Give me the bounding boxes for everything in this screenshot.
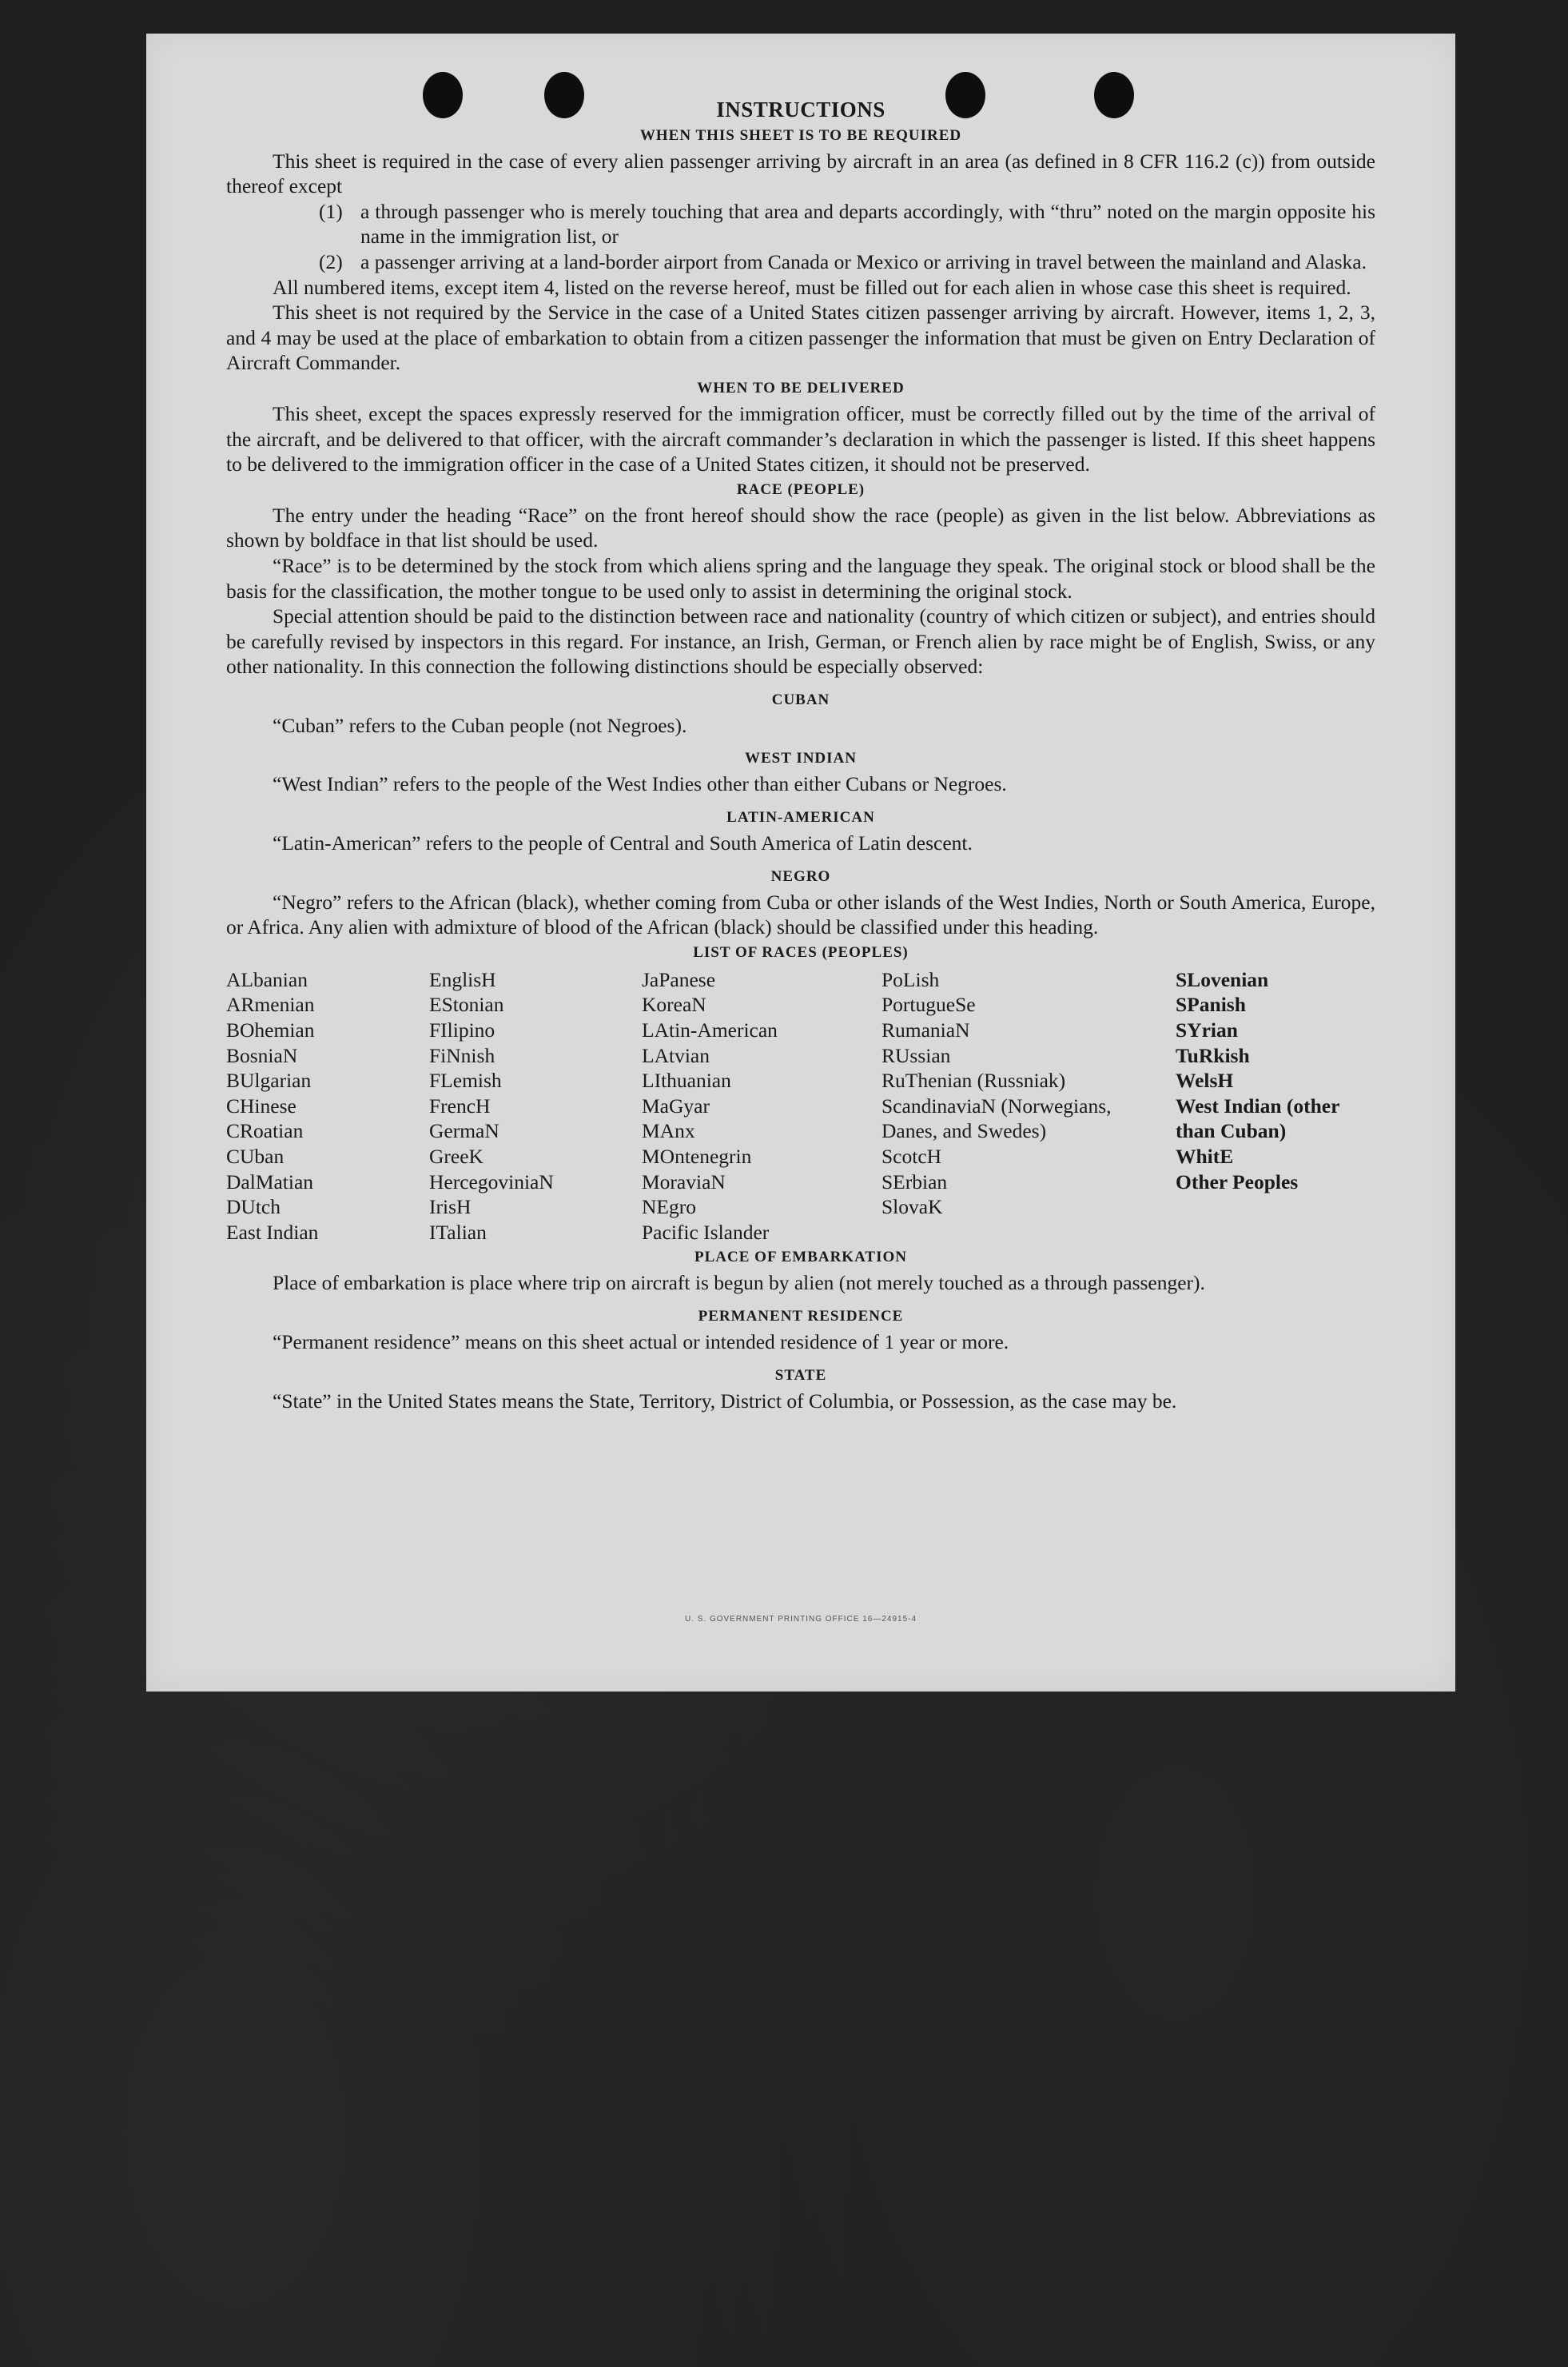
instructions-content (226, 98, 1375, 1413)
race-entry: PoLish (882, 967, 940, 991)
race-entry: DalMatian (226, 1170, 314, 1193)
race-entry: BosniaN (226, 1043, 298, 1067)
race-entry: MAnx (642, 1119, 695, 1143)
race-entry: BOhemian (226, 1018, 315, 1042)
race-entry: GreeK (429, 1145, 484, 1168)
races-list (226, 967, 1375, 1245)
race-entry: SLovenian (1176, 967, 1269, 991)
race-entry: West Indian (other than Cuban) (1176, 1094, 1339, 1143)
race-entry: FLemish (429, 1069, 502, 1093)
section-heading: LATIN-AMERICAN (726, 809, 875, 827)
races-column (882, 967, 1176, 1245)
section-heading: WEST INDIAN (745, 750, 857, 767)
race-entry: MOntenegrin (642, 1145, 752, 1168)
section-heading: RACE (PEOPLE) (736, 480, 866, 498)
paragraph: All numbered items, except item 4, listed on the reverse hereof, must be filled out for each alien in whose case this sheet is required. (273, 275, 1351, 299)
race-entry: Other Peoples (1176, 1170, 1299, 1193)
section-heading: PERMANENT RESIDENCE (698, 1307, 904, 1325)
section-heading: WHEN THIS SHEET IS TO BE REQUIRED (639, 126, 962, 144)
paragraph: “Race” is to be determined by the stock from which aliens spring and the language they speak. The original stock or blood shall be the basis for the classification, the mother tongue to be used only to assist in determining the original stock. (226, 553, 1375, 603)
item-text: a passenger arriving at a land-border airport from Canada or Mexico or arriving in travel between the mainland and Alaska. (360, 249, 1367, 273)
paragraph: This sheet is required in the case of every alien passenger arriving by aircraft in an area (as defined in 8 CFR 116.2 (c)) from outside thereof except (226, 149, 1375, 198)
race-entry: ScandinaviaN (Norwegians, Danes, and Swedes) (882, 1094, 1112, 1143)
paragraph: This sheet is not required by the Service in the case of a United States citizen passenger arriving by aircraft. However, items 1, 2, 3, and 4 may be used at the place of embarkation to obtain from a citizen passenger the information that must be given on Entry Declaration of Aircraft Commander. (226, 301, 1375, 375)
race-entry: East Indian (226, 1220, 319, 1244)
race-entry: ScotcH (882, 1145, 942, 1168)
race-entry: LAtvian (642, 1043, 710, 1067)
races-column (1176, 967, 1375, 1245)
race-entry: ALbanian (226, 967, 308, 991)
race-entry: EnglisH (429, 967, 496, 991)
race-entry: MoraviaN (642, 1170, 726, 1193)
race-entry: WelsH (1176, 1069, 1234, 1093)
list-item (226, 249, 1375, 275)
race-entry: FiNnish (429, 1043, 495, 1067)
race-entry: EStonian (429, 993, 504, 1017)
race-entry: FrencH (429, 1094, 491, 1118)
race-entry: ARmenian (226, 993, 315, 1017)
race-entry: ITalian (429, 1220, 487, 1244)
race-entry: TuRkish (1176, 1043, 1250, 1067)
paragraph: This sheet, except the spaces expressly reserved for the immigration officer, must be correctly filled out by the time of the arrival of the aircraft, and be delivered to that officer, with the aircraft commander’s declaration in which the passenger is listed. If this sheet happens to be delivered to the immigration officer in the case of a United States citizen, it should not be preserved. (226, 401, 1375, 476)
section-heading: CUBAN (771, 691, 830, 708)
paragraph: “Latin-American” refers to the people of Central and South America of Latin descent. (273, 831, 973, 855)
page-title: INSTRUCTIONS (716, 98, 885, 122)
race-entry: WhitE (1176, 1145, 1234, 1168)
race-entry: NEgro (642, 1195, 696, 1219)
race-entry: RumaniaN (882, 1018, 970, 1042)
race-entry: CRoatian (226, 1119, 304, 1143)
race-entry: IrisH (429, 1195, 472, 1219)
races-column (226, 967, 429, 1245)
item-number: (1) (319, 199, 343, 223)
race-entry: KoreaN (642, 993, 706, 1017)
section-heading: WHEN TO BE DELIVERED (697, 379, 905, 396)
races-column (429, 967, 642, 1245)
race-entry: HercegoviniaN (429, 1170, 554, 1193)
paragraph: The entry under the heading “Race” on the front hereof should show the race (people) as given in the list below. Abbreviations as shown by boldface in that list should be used. (226, 503, 1375, 552)
race-entry: SYrian (1176, 1018, 1238, 1042)
printer-imprint: U. S. GOVERNMENT PRINTING OFFICE 16—24915-4 (684, 1615, 917, 1624)
race-entry: BUlgarian (226, 1069, 312, 1093)
paragraph: “West Indian” refers to the people of the West Indies other than either Cubans or Negroes. (273, 772, 1007, 796)
race-entry: SlovaK (882, 1195, 943, 1219)
paragraph: “State” in the United States means the State, Territory, District of Columbia, or Possession, as the case may be. (273, 1389, 1177, 1413)
race-entry: RUssian (882, 1043, 951, 1067)
section-heading: STATE (774, 1366, 827, 1384)
section-heading: NEGRO (770, 867, 831, 885)
race-entry: Pacific Islander (642, 1220, 770, 1244)
section-heading: LIST OF RACES (PEOPLES) (693, 943, 909, 961)
race-entry: CHinese (226, 1094, 296, 1118)
race-entry: MaGyar (642, 1094, 710, 1118)
paragraph: “Negro” refers to the African (black), whether coming from Cuba or other islands of the West Indies, North or South America, Europe, or Africa. Any alien with admixture of blood of the African (black) should be classified under this heading. (226, 890, 1375, 939)
race-entry: CUban (226, 1145, 285, 1168)
paragraph: Special attention should be paid to the distinction between race and nationality (country of which citizen or subject), and entries should be carefully revised by inspectors in this regard. For instance, an Irish, German, or French alien by race might be of English, Swiss, or any other nationality. In this connection the following distinctions should be especially observed: (226, 604, 1375, 679)
race-entry: GermaN (429, 1119, 499, 1143)
race-entry: FIlipino (429, 1018, 495, 1042)
section-heading: PLACE OF EMBARKATION (694, 1249, 907, 1266)
race-entry: RuThenian (Russniak) (882, 1069, 1066, 1093)
race-entry: DUtch (226, 1195, 281, 1219)
races-column (642, 967, 882, 1245)
paragraph: Place of embarkation is place where trip on aircraft is begun by alien (not merely touched as a through passenger). (273, 1271, 1205, 1295)
paragraph: “Cuban” refers to the Cuban people (not Negroes). (273, 713, 687, 737)
race-entry: JaPanese (642, 967, 716, 991)
race-entry: LIthuanian (642, 1069, 731, 1093)
paragraph: “Permanent residence” means on this sheet actual or intended residence of 1 year or more. (273, 1329, 1009, 1353)
document-page (146, 34, 1455, 1692)
race-entry: PortugueSe (882, 993, 976, 1017)
race-entry: SErbian (882, 1170, 948, 1193)
race-entry: LAtin-American (642, 1018, 778, 1042)
item-text: a through passenger who is merely touching that area and departs accordingly, with “thru” noted on the margin opposite his name in the immigration list, or (360, 199, 1375, 249)
item-number: (2) (319, 249, 343, 273)
race-entry: SPanish (1176, 993, 1246, 1017)
list-item (226, 199, 1375, 249)
